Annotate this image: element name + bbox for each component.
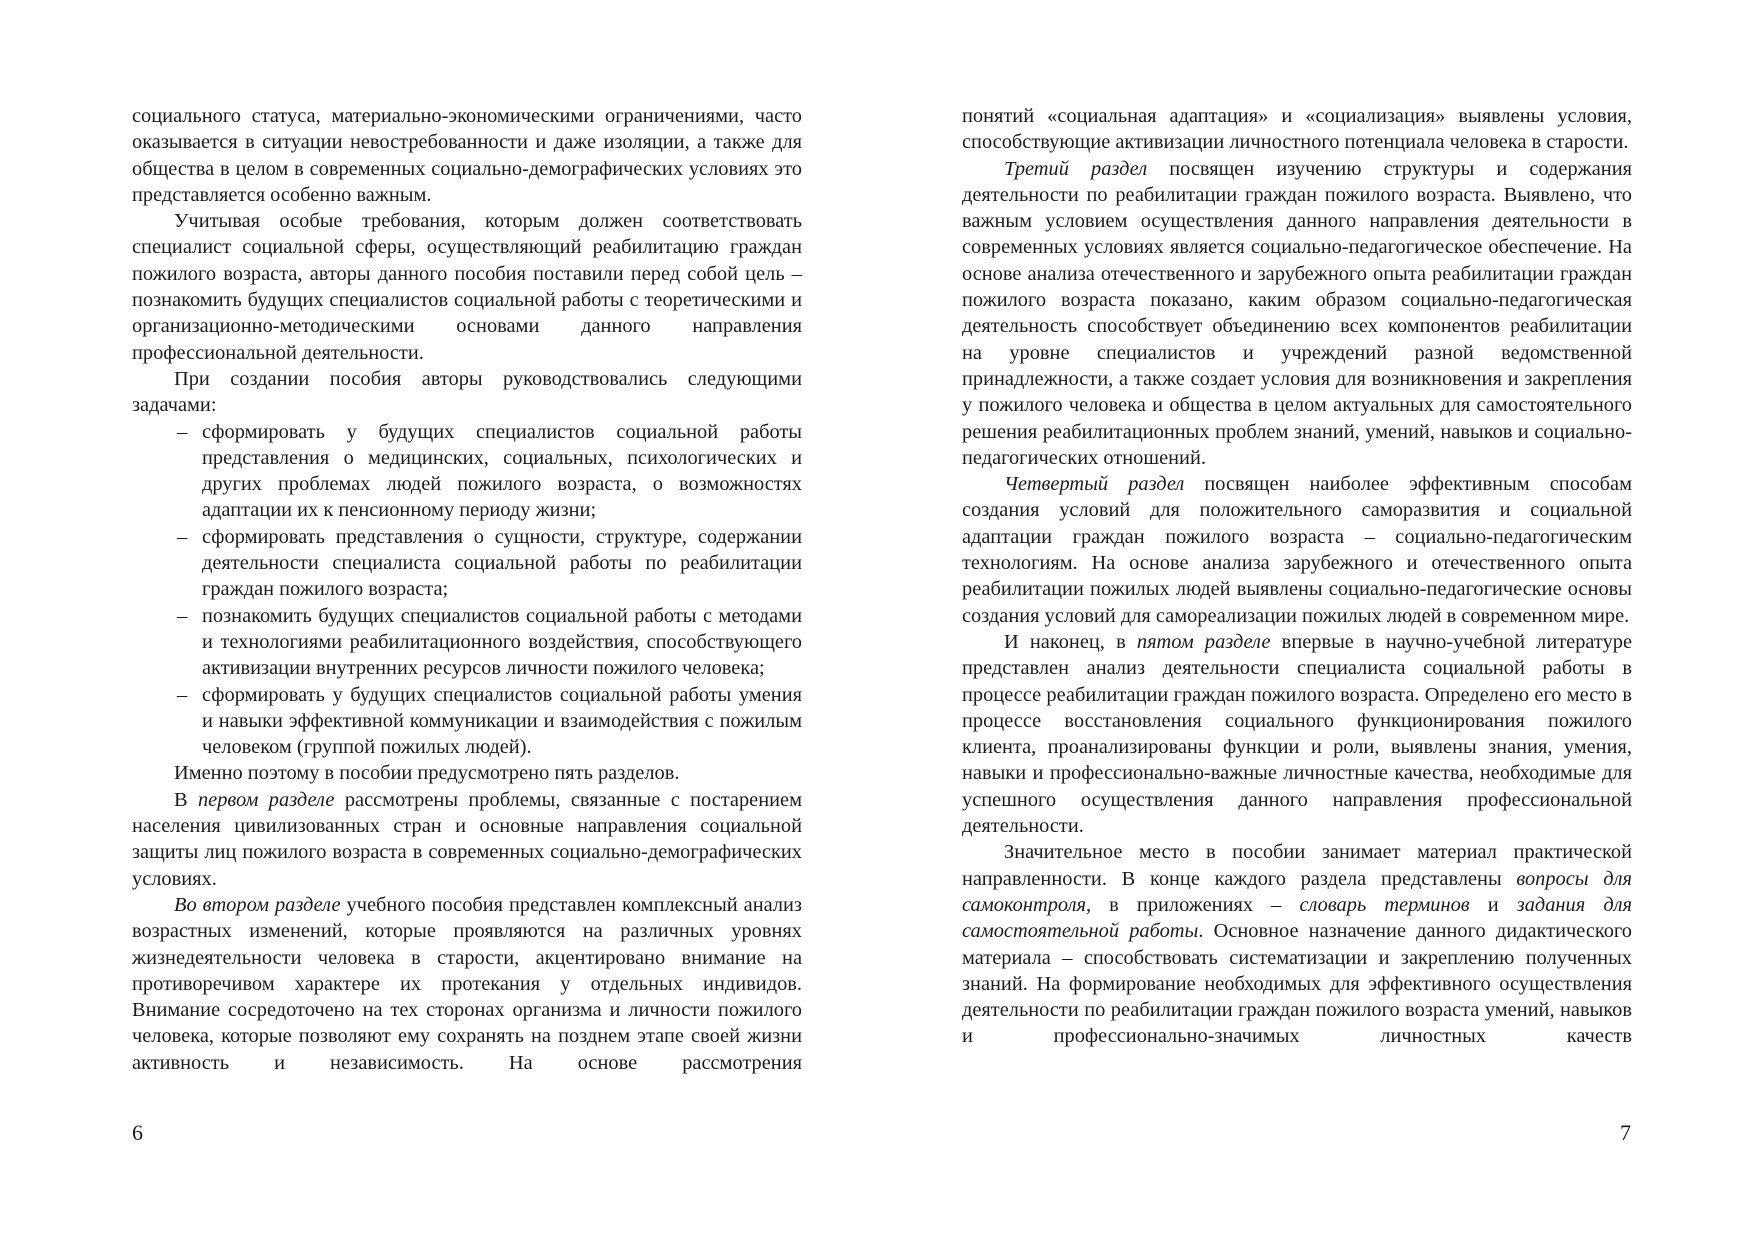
emphasis: вопросы для самоконтроля: [962, 867, 1632, 916]
left-page: [0, 0, 877, 1240]
emphasis: словарь терминов: [1299, 893, 1470, 916]
section-two-paragraph: Во втором разделе учебного пособия представлен комплексный анализ возрастных изменений, которые проявляются на различных уровнях жизнедеятельности человека в старости, акцентировано внимание на противоречивом характере их протекания у отдельных индивидов. Внимание сосредоточено на тех сторонах организма и личности пожилого человека, которые позволяют ему сохранять на позднем этапе своей жизни активность и независимость. На основе рассмотрения: [132, 893, 802, 1074]
list-item-text: сформировать у будущих специалистов социальной работы умения и навыки эффективной коммуникации и взаимодействия с пожилым человеком (группой пожилых людей).: [202, 683, 802, 759]
section-emphasis: Во втором разделе: [174, 893, 341, 916]
list-item-text: познакомить будущих специалистов социальной работы с методами и технологиями реабилитационного воздействия, способствующего активизации внутренних ресурсов личности пожилого человека;: [202, 604, 802, 680]
right-page: [877, 0, 1755, 1240]
list-item-text: сформировать у будущих специалистов социальной работы представления о медицинских, социальных, психологических и других проблемах людей пожилого возраста, о возможностях адаптации их к пенсионному периоду жизни;: [202, 420, 802, 522]
section-three-paragraph: Третий раздел посвящен изучению структуры и содержания деятельности по реабилитации граждан пожилого возраста. Выявлено, что важным условием осуществления данного направления деятельности в современных условиях является социально-педагогическое обеспечение. На основе анализа отечественного и зарубежного опыта реабилитации граждан пожилого возраста показано, каким образом социально-педагогическая деятельность способствует объединению всех компонентов реабилитации на уровне специалистов и учреждений разной ведомственной принадлежности, а также создает условия для возникновения и закрепления у пожилого человека и общества в целом актуальных для самостоятельного решения реабилитационных проблем знаний, умений, навыков и социально-педагогических отношений.: [962, 157, 1632, 469]
final-paragraph: Значительное место в пособии занимает материал практической направленности. В конце каждого раздела представлены вопросы для самоконтроля, в приложениях – словарь терминов и задания для самостоятельной работы. Основное назначение данного дидактического материала – способствовать систематизации и закреплению полученных знаний. На формирование необходимых для эффективного осуществления деятельности по реабилитации граждан пожилого возраста умений, навыков и профессионально-значимых личностных качеств: [962, 841, 1632, 1048]
section-four-paragraph: Четвертый раздел посвящен наиболее эффективным способам создания условий для положительного саморазвития и социальной адаптации граждан пожилого возраста – социально-педагогическим технологиям. На основе анализа зарубежного и отечественного опыта реабилитации пожилых людей выявлены социально-педагогические основы создания условий для самореализации пожилых людей в современном мире.: [962, 473, 1632, 627]
list-item: [132, 682, 802, 761]
paragraph: Учитывая особые требования, которым должен соответствовать специалист социальной сферы, осуществляющий реабилитацию граждан пожилого возраста, авторы данного пособия поставили перед собой цель – познакомить будущих специалистов социальной работы с теоретическими и организационно-методическими основами данного направления профессиональной деятельности.: [132, 210, 802, 364]
section-emphasis: первом разделе: [197, 788, 335, 811]
section-emphasis: Четвертый раздел: [1004, 473, 1185, 496]
bullet-marker: –: [177, 683, 188, 706]
paragraph: социального статуса, материально-экономическими ограничениями, часто оказывается в ситуации невостребованности и даже изоляции, а также для общества в целом в современных социально-демографических условиях это представляется особенно важным.: [132, 105, 802, 206]
list-item-text: сформировать представления о сущности, структуре, содержании деятельности специалиста социальной работы по реабилитации граждан пожилого возраста;: [202, 525, 802, 601]
right-text-column: [962, 103, 1632, 1050]
bullet-marker: –: [177, 420, 188, 443]
list-item: [132, 603, 802, 682]
section-five-paragraph: И наконец, в пятом разделе впервые в научно-учебной литературе представлен анализ деятельности специалиста социальной работы в процессе реабилитации граждан пожилого возраста. Определено его место в процессе восстановления социального функционирования пожилого клиента, проанализированы функции и роли, выявлены знания, умения, навыки и профессионально-важные личностные качества, необходимые для успешного осуществления данного направления профессиональной деятельности.: [962, 630, 1633, 838]
section-emphasis: Третий раздел: [1004, 157, 1148, 180]
section-emphasis: пятом разделе: [1136, 630, 1271, 653]
page-number: 6: [132, 1120, 143, 1145]
bullet-marker: –: [177, 525, 188, 548]
list-item: [132, 524, 802, 603]
section-one-paragraph: В первом разделе рассмотрены проблемы, связанные с постарением населения цивилизованных стран и основные направления социальной защиты лиц пожилого возраста в современных социально-демографических условиях.: [132, 788, 803, 890]
paragraph: При создании пособия авторы руководствовались следующими задачами:: [132, 367, 802, 417]
list-item: [132, 419, 802, 524]
bullet-marker: –: [177, 604, 188, 627]
paragraph: понятий «социальная адаптация» и «социализация» выявлены условия, способствующие активизации личностного потенциала человека в старости.: [962, 105, 1632, 154]
emphasis: задания для самостоятельной работы: [962, 893, 1632, 943]
paragraph: Именно поэтому в пособии предусмотрено пять разделов.: [174, 762, 680, 785]
task-list: [132, 419, 802, 761]
left-text-column: [132, 103, 802, 1076]
page-number: 7: [1620, 1120, 1631, 1145]
